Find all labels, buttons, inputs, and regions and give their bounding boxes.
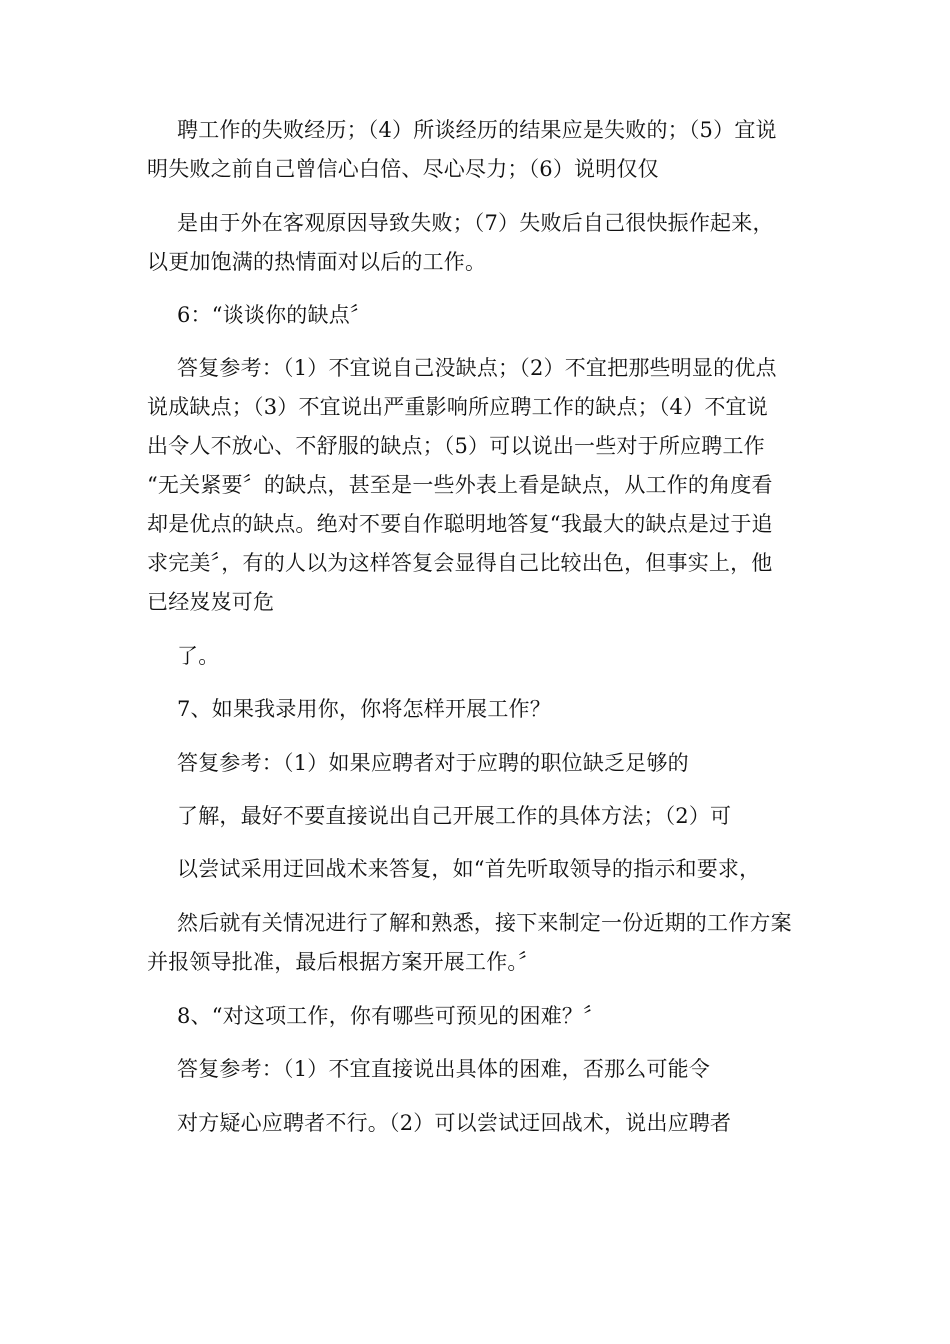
text-line: 明失败之前自己曾信心白倍、尽心尽力；（6）说明仅仅 [147, 157, 659, 181]
text-line: 出令人不放心、不舒服的缺点；（5）可以说出一些对于所应聘工作 [147, 434, 765, 458]
text-line: 答复参考：（1）不宜直接说出具体的困难，否那么可能令 [177, 1057, 711, 1081]
text-line: 答复参考：（1）如果应聘者对于应聘的职位缺乏足够的 [177, 751, 689, 775]
text-line: 并报领导批准，最后根据方案开展工作。〞 [147, 950, 540, 974]
text-line: 了解，最好不要直接说出自己开展工作的具体方法；（2）可 [177, 804, 732, 828]
text-line: 了。 [177, 644, 220, 668]
text-line: 说成缺点；（3）不宜说出严重影响所应聘工作的缺点；（4）不宜说 [147, 395, 768, 419]
text-line: 却是优点的缺点。绝对不要自作聪明地答复“我最大的缺点是过于追 [147, 512, 773, 536]
text-line: 聘工作的失败经历；（4）所谈经历的结果应是失败的；（5）宜说 [177, 118, 777, 142]
section-heading: 8、“对这项工作，你有哪些可预见的困难？〞 [177, 1004, 605, 1028]
text-line: “无关紧要〞的缺点，甚至是一些外表上看是缺点，从工作的角度看 [147, 473, 773, 497]
text-line: 然后就有关情况进行了解和熟悉，接下来制定一份近期的工作方案 [177, 911, 792, 935]
section-heading: 7、如果我录用你，你将怎样开展工作？ [177, 697, 551, 721]
text-line: 以尝试采用迂回战术来答复，如“首先听取领导的指示和要求， [177, 857, 761, 881]
text-line: 已经岌岌可危 [147, 590, 275, 614]
text-line: 是由于外在客观原因导致失败；（7）失败后自己很快振作起来， [177, 211, 774, 235]
text-line: 对方疑心应聘者不行。（2）可以尝试迂回战术，说出应聘者 [177, 1111, 732, 1135]
text-line: 以更加饱满的热情面对以后的工作。 [147, 250, 487, 274]
text-line: 答复参考：（1）不宜说自己没缺点；（2）不宜把那些明显的优点 [177, 356, 777, 380]
text-line: 求完美〞，有的人以为这样答复会显得自己比较出色，但事实上，他 [147, 551, 773, 575]
section-heading: 6：“谈谈你的缺点〞 [177, 303, 372, 327]
